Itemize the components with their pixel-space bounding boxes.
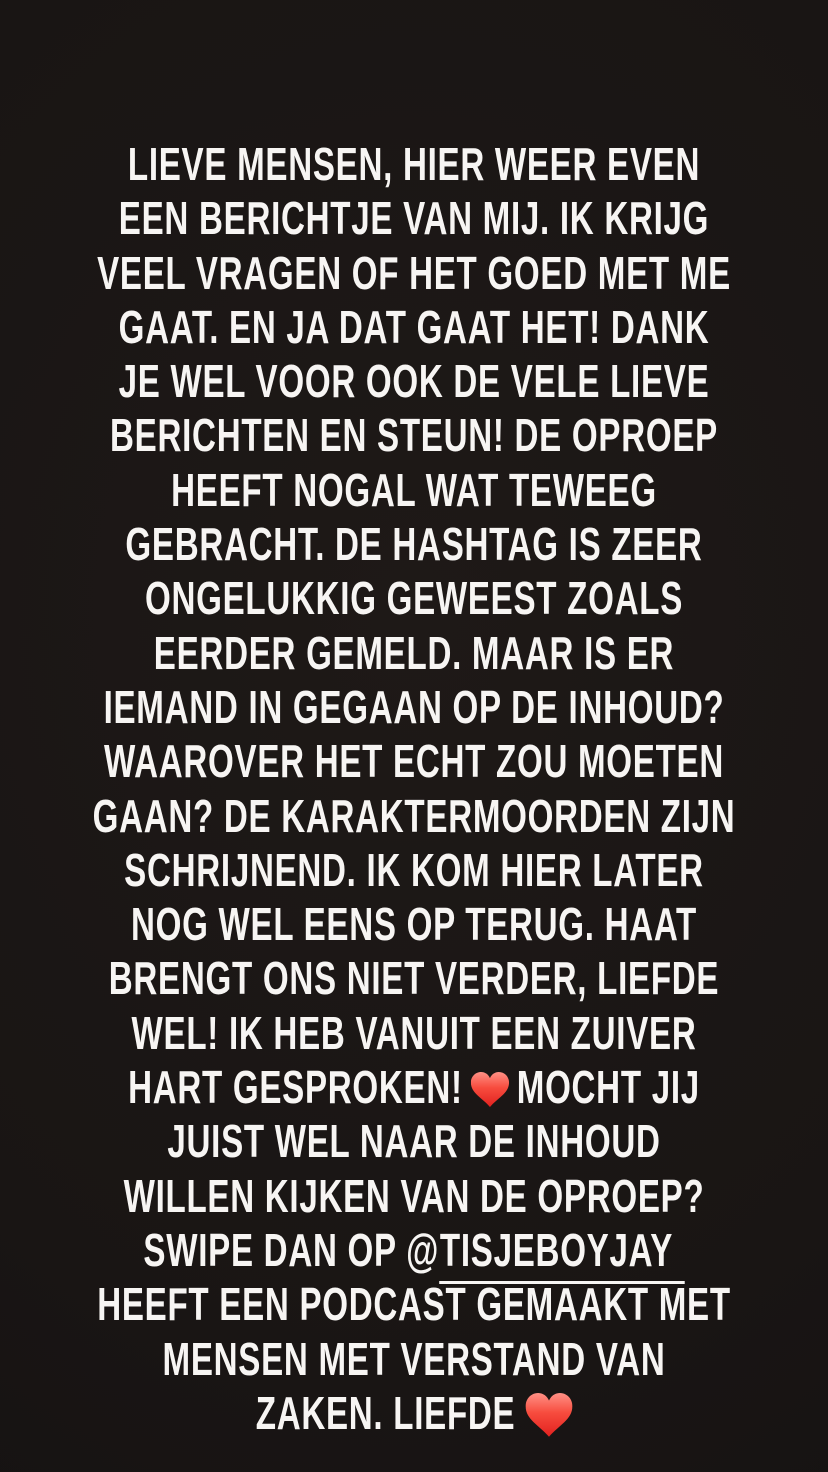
story-text	[0, 137, 828, 1440]
story-line-with-mention	[0, 1223, 828, 1277]
story-line: HEEFT NOGAL WAT TEWEEG	[171, 463, 657, 516]
story-line: JE WEL VOOR OOK DE VELE LIEVE	[118, 355, 710, 408]
story-line: ONGELUKKIG GEWEEST ZOALS	[144, 572, 684, 625]
mention-at-sign[interactable]: @	[406, 1223, 440, 1276]
story-line: JUIST WEL NAAR DE INHOUD	[167, 1115, 661, 1168]
story-line: HEEFT EEN PODCAST GEMAAKT MET	[97, 1278, 731, 1331]
mention-tisjeboyjay[interactable]: TISJEBOYJAY	[439, 1223, 684, 1284]
story-line-with-heart	[0, 1060, 828, 1114]
story-line: EERDER GEMELD. MAAR IS ER	[153, 626, 675, 679]
story-line: MENSEN MET VERSTAND VAN	[162, 1332, 666, 1385]
story-line: WAAROVER HET ECHT ZOU MOETEN	[103, 735, 725, 788]
story-line: BERICHTEN EN STEUN! DE OPROEP	[110, 409, 718, 462]
story-line: GAAT. EN JA DAT GAAT HET! DANK	[118, 300, 710, 353]
story-line-text: MOCHT JIJ	[516, 1061, 700, 1114]
story-line: VEEL VRAGEN OF HET GOED MET ME	[97, 246, 731, 299]
story-line: SCHRIJNEND. IK KOM HIER LATER	[124, 843, 704, 896]
red-heart-icon	[471, 1065, 509, 1119]
story-line-text: HART GESPROKEN!	[128, 1061, 463, 1114]
story-line-text: ZAKEN. LIEFDE	[255, 1386, 516, 1439]
story-line: LIEVE MENSEN, HIER WEER EVEN	[127, 138, 701, 190]
story-line: IEMAND IN GEGAAN OP DE INHOUD?	[103, 680, 725, 733]
story-line: GEBRACHT. DE HASHTAG IS ZEER	[125, 518, 703, 571]
story-line: NOG WEL EENS OP TERUG. HAAT	[131, 898, 697, 951]
story-line: GAAN? DE KARAKTERMOORDEN ZIJN	[92, 789, 736, 842]
story-line: WEL! IK HEB VANUIT EEN ZUIVER	[131, 1006, 697, 1059]
red-heart-icon	[525, 1393, 572, 1449]
story-line-with-heart	[0, 1386, 828, 1440]
story-line: BRENGT ONS NIET VERDER, LIEFDE	[108, 952, 720, 1005]
story-line: WILLEN KIJKEN VAN DE OPROEP?	[123, 1169, 705, 1222]
story-line: EEN BERICHTJE VAN MIJ. IK KRIJG	[118, 192, 710, 245]
story-line-text: SWIPE DAN OP	[143, 1223, 397, 1276]
